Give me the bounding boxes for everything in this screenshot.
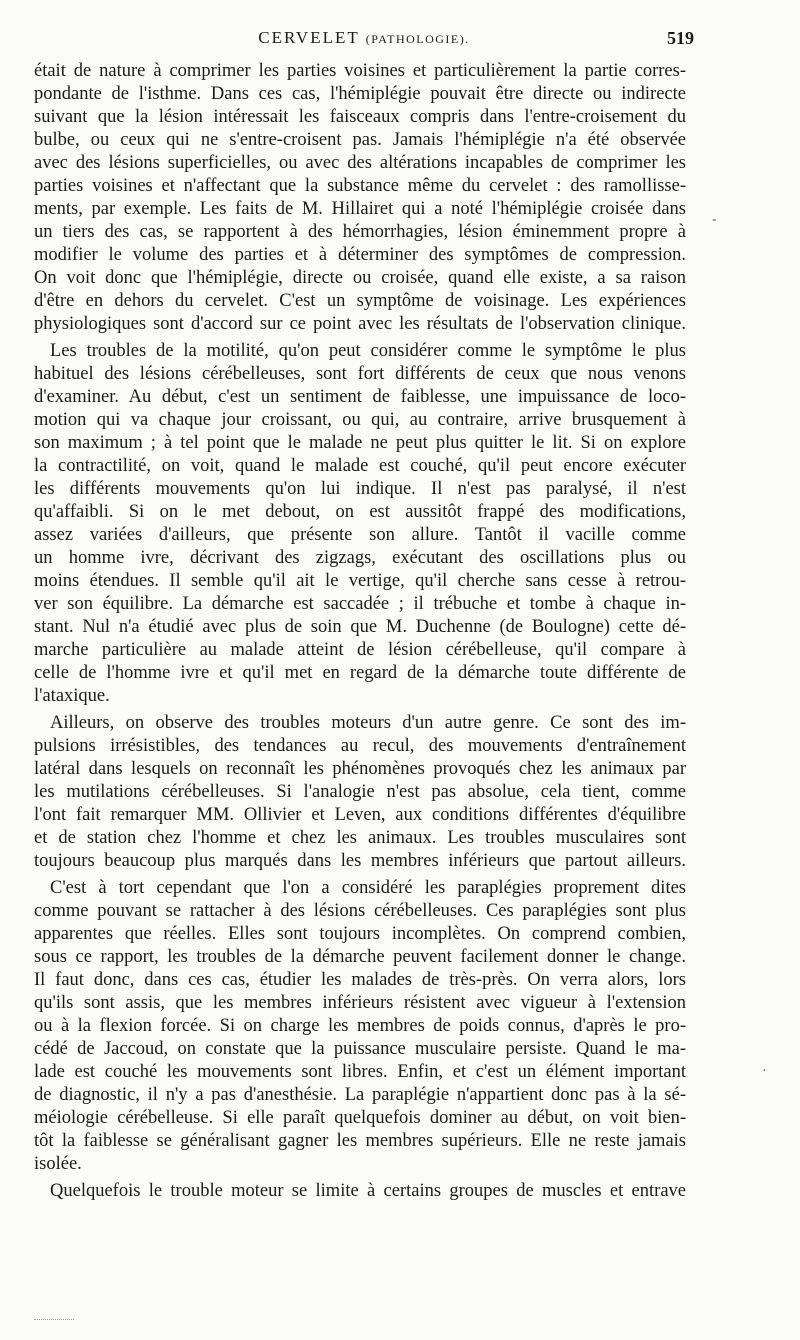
text-line: C'est à tort cependant que l'on a considéré les paraplégies proprement dites xyxy=(50,878,686,898)
text-line: son maximum ; à tel point que le malade ne peut plus quitter le lit. Si on explore xyxy=(34,433,686,453)
text-line: l'ont fait remarquer MM. Ollivier et Leven, aux conditions différentes d'équilibre xyxy=(34,805,686,825)
text-line: moins étendues. Il semble qu'il ait le vertige, qu'il cherche sans cesse à retrou- xyxy=(34,571,686,591)
text-line: les différents mouvements qu'on lui indique. Il n'est pas paralysé, il n'est xyxy=(34,479,686,499)
text-line: assez variées d'ailleurs, que présente son allure. Tantôt il vacille comme xyxy=(34,525,686,545)
text-line: celle de l'homme ivre et qu'il met en regard de la démarche toute différente de xyxy=(34,663,686,683)
page-number: 519 xyxy=(667,28,694,48)
text-line: d'examiner. Au début, c'est un sentiment de faiblesse, une impuissance de loco- xyxy=(34,387,686,407)
text-line: pulsions irrésistibles, des tendances au recul, des mouvements d'entraînement xyxy=(34,736,686,756)
text-line: On voit donc que l'hémiplégie, directe ou croisée, quand elle existe, a sa raison xyxy=(34,268,686,288)
text-line: tôt la faiblesse se généralisant gagner les membres supérieurs. Elle ne reste jamais xyxy=(34,1131,686,1151)
text-line: lade est couché les mouvements sont libres. Enfin, et c'est un élément important xyxy=(34,1062,686,1082)
text-line: sous ce rapport, les troubles de la démarche peuvent facilement donner le change. xyxy=(34,947,686,967)
text-line: latéral dans lesquels on reconnaît les phénomènes provoqués chez les animaux par xyxy=(34,759,686,779)
footer-rule xyxy=(34,1319,74,1320)
text-line: les mutilations cérébelleuses. Si l'analogie n'est pas absolue, cela tient, comme xyxy=(34,782,686,802)
text-line: qu'ils sont assis, que les membres inférieurs résistent avec vigueur à l'extension xyxy=(34,993,686,1013)
text-line: ver son équilibre. La démarche est saccadée ; il trébuche et tombe à chaque in- xyxy=(34,594,686,614)
text-line: Il faut donc, dans ces cas, étudier les malades de très-près. On verra alors, lors xyxy=(34,970,686,990)
text-line: de diagnostic, il n'y a pas d'anesthésie. La paraplégie n'appartient donc pas à la sé- xyxy=(34,1085,686,1105)
text-line: pondante de l'isthme. Dans ces cas, l'hémiplégie pouvait être directe ou indirecte xyxy=(34,84,686,104)
running-head xyxy=(34,28,694,52)
body-text xyxy=(34,60,686,1203)
text-line: ou à la flexion forcée. Si on charge les membres de poids connus, d'après le pro- xyxy=(34,1016,686,1036)
paragraph xyxy=(34,340,686,708)
text-line: bulbe, ou ceux qui ne s'entre-croisent pas. Jamais l'hémiplégie n'a été observée xyxy=(34,130,686,150)
text-line: la contractilité, on voit, quand le malade est couché, qu'il peut encore exécuter xyxy=(34,456,686,476)
text-line: était de nature à comprimer les parties voisines et particulièrement la partie corres- xyxy=(34,61,686,81)
paragraph xyxy=(34,877,686,1176)
margin-speck: · xyxy=(762,1064,767,1079)
header-title: CERVELET xyxy=(258,28,360,47)
text-line: avec des lésions superficielles, ou avec des altérations incapables de comprimer les xyxy=(34,153,686,173)
text-line: méiologie cérébelleuse. Si elle paraît quelquefois dominer au début, on voit bien- xyxy=(34,1108,686,1128)
text-line: habituel des lésions cérébelleuses, sont fort différents de ceux que nous venons xyxy=(34,364,686,384)
text-line: motion qui va chaque jour croissant, ou qui, au contraire, arrive brusquement à xyxy=(34,410,686,430)
text-line: un tiers des cas, se rapportent à des hémorrhagies, lésion éminemment propre à xyxy=(34,222,686,242)
text-line: cédé de Jaccoud, on constate que la puissance musculaire persiste. Quand le ma- xyxy=(34,1039,686,1059)
text-line: et de station chez l'homme et chez les animaux. Les troubles musculaires sont xyxy=(34,828,686,848)
text-line: Ailleurs, on observe des troubles moteurs d'un autre genre. Ce sont des im- xyxy=(50,713,686,733)
text-line: Les troubles de la motilité, qu'on peut considérer comme le symptôme le plus xyxy=(50,341,686,361)
text-line: suivant que la lésion intéressait les faisceaux compris dans l'entre-croisement du xyxy=(34,107,686,127)
text-line: parties voisines et n'affectant que la substance même du cervelet : des ramollisse- xyxy=(34,176,686,196)
text-line: marche particulière au malade atteint de lésion cérébelleuse, qu'il compare à xyxy=(34,640,686,660)
running-title xyxy=(34,28,694,48)
text-line: ments, par exemple. Les faits de M. Hillairet qui a noté l'hémiplégie croisée dans xyxy=(34,199,686,219)
text-line: stant. Nul n'a étudié avec plus de soin que M. Duchenne (de Boulogne) cette dé- xyxy=(34,617,686,637)
text-line: toujours beaucoup plus marqués dans les membres inférieurs que partout ailleurs. xyxy=(34,851,686,871)
paragraph xyxy=(34,712,686,873)
margin-speck: - xyxy=(712,212,717,227)
text-line: Quelquefois le trouble moteur se limite à certains groupes de muscles et entrave xyxy=(50,1181,686,1201)
paragraph xyxy=(34,60,686,336)
text-line: comme pouvant se rattacher à des lésions cérébelleuses. Ces paraplégies sont plus xyxy=(34,901,686,921)
paragraph xyxy=(34,1180,686,1203)
text-line: isolée. xyxy=(34,1154,82,1174)
text-line: qu'affaibli. Si on le met debout, on est aussitôt frappé des modifications, xyxy=(34,502,686,522)
text-line: un homme ivre, décrivant des zigzags, exécutant des oscillations plus ou xyxy=(34,548,686,568)
header-subtitle: (PATHOLOGIE). xyxy=(365,32,470,46)
text-line: apparentes que réelles. Elles sont toujours incomplètes. On comprend combien, xyxy=(34,924,686,944)
text-line: physiologiques sont d'accord sur ce point avec les résultats de l'observation clinique. xyxy=(34,314,686,334)
text-line: l'ataxique. xyxy=(34,686,110,706)
text-line: d'être en dehors du cervelet. C'est un symptôme de voisinage. Les expériences xyxy=(34,291,686,311)
text-line: modifier le volume des parties et à déterminer des symptômes de compression. xyxy=(34,245,686,265)
